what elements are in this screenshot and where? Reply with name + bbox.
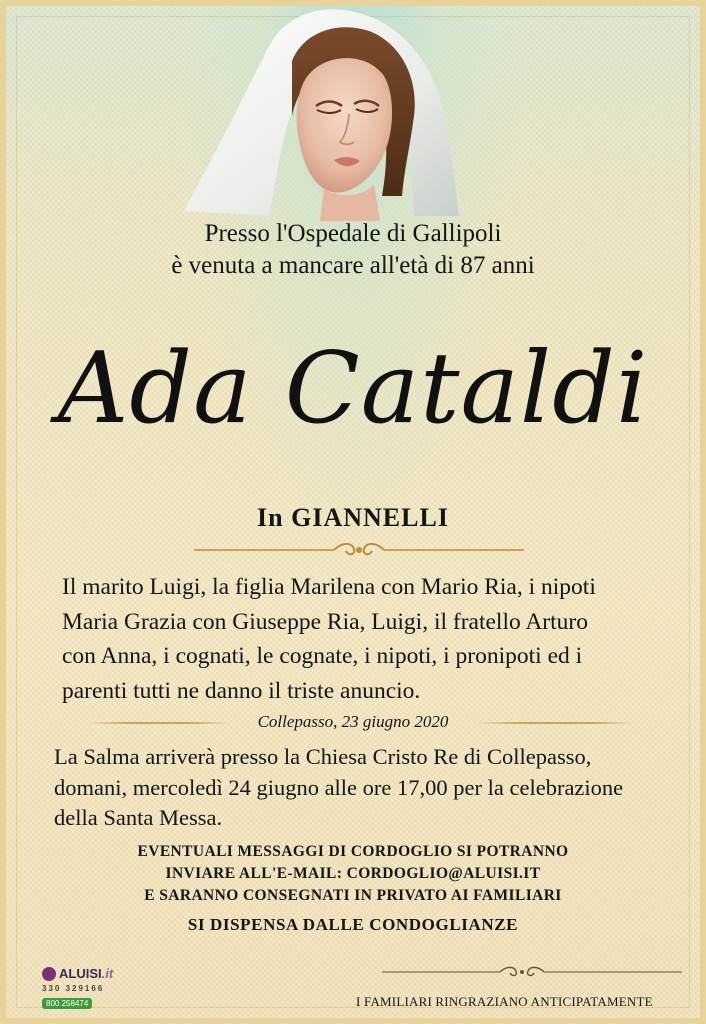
notice-line-2: INVIARE ALL'E-MAIL: CORDOGLIO@ALUISI.IT (165, 865, 541, 882)
madonna-image (174, 6, 464, 221)
logo-phone-2: 800 258474 (42, 998, 92, 1009)
flourish-divider-top (194, 539, 524, 561)
intro-line-2: è venuta a mancare all'età di 87 anni (171, 252, 535, 279)
funeral-line-2: domani, mercoledì 24 giugno alle ore 17,00 per la celebrazione (54, 774, 624, 800)
deceased-name: Ada Cataldi (57, 332, 649, 446)
funeral-line-1: La Salma arriverà presso la Chiesa Cristo Re di Collepasso, (54, 744, 592, 769)
logo-mark-icon (42, 967, 56, 981)
family-announcement (62, 570, 660, 708)
funeral-info (54, 742, 670, 834)
married-name: In GIANNELLI (257, 503, 449, 532)
announcement-line-3: con Anna, i cognati, le cognate, i nipoti, i pronipoti ed i (62, 643, 583, 669)
announcement-line-2: Maria Grazia con Giuseppe Ria, Luigi, il fratello Arturo (62, 608, 588, 635)
logo-name: ALUISI (59, 966, 102, 981)
place-line-right (476, 722, 636, 724)
announcement-line-4: parenti tutti ne danno il triste anuncio. (62, 677, 421, 704)
family-thanks: I FAMILIARI RINGRAZIANO ANTICIPATAMENTE (356, 994, 653, 1009)
logo-suffix: .it (101, 966, 114, 981)
intro-text (6, 218, 700, 282)
funeral-line-3: della Santa Messa. (54, 805, 223, 830)
notice-line-3: E SARANNO CONSEGNATI IN PRIVATO AI FAMILIARI (144, 887, 562, 904)
intro-line-1: Presso l'Ospedale di Gallipoli (204, 220, 502, 247)
notice-line-1: EVENTUALI MESSAGGI DI CORDOGLIO SI POTRANNO (137, 843, 569, 860)
condolence-notice (6, 841, 700, 907)
flourish-divider-bottom (382, 964, 682, 980)
logo-phone-1: 330 329166 (42, 984, 105, 993)
announcement-line-1: Il marito Luigi, la figlia Marilena con Mario Ria, i nipoti (62, 574, 596, 600)
place-date: Collepasso, 23 giugno 2020 (257, 712, 449, 731)
no-condolences-notice: SI DISPENSA DALLE CONDOGLIANZE (187, 915, 519, 934)
aluisi-logo (42, 966, 142, 1016)
